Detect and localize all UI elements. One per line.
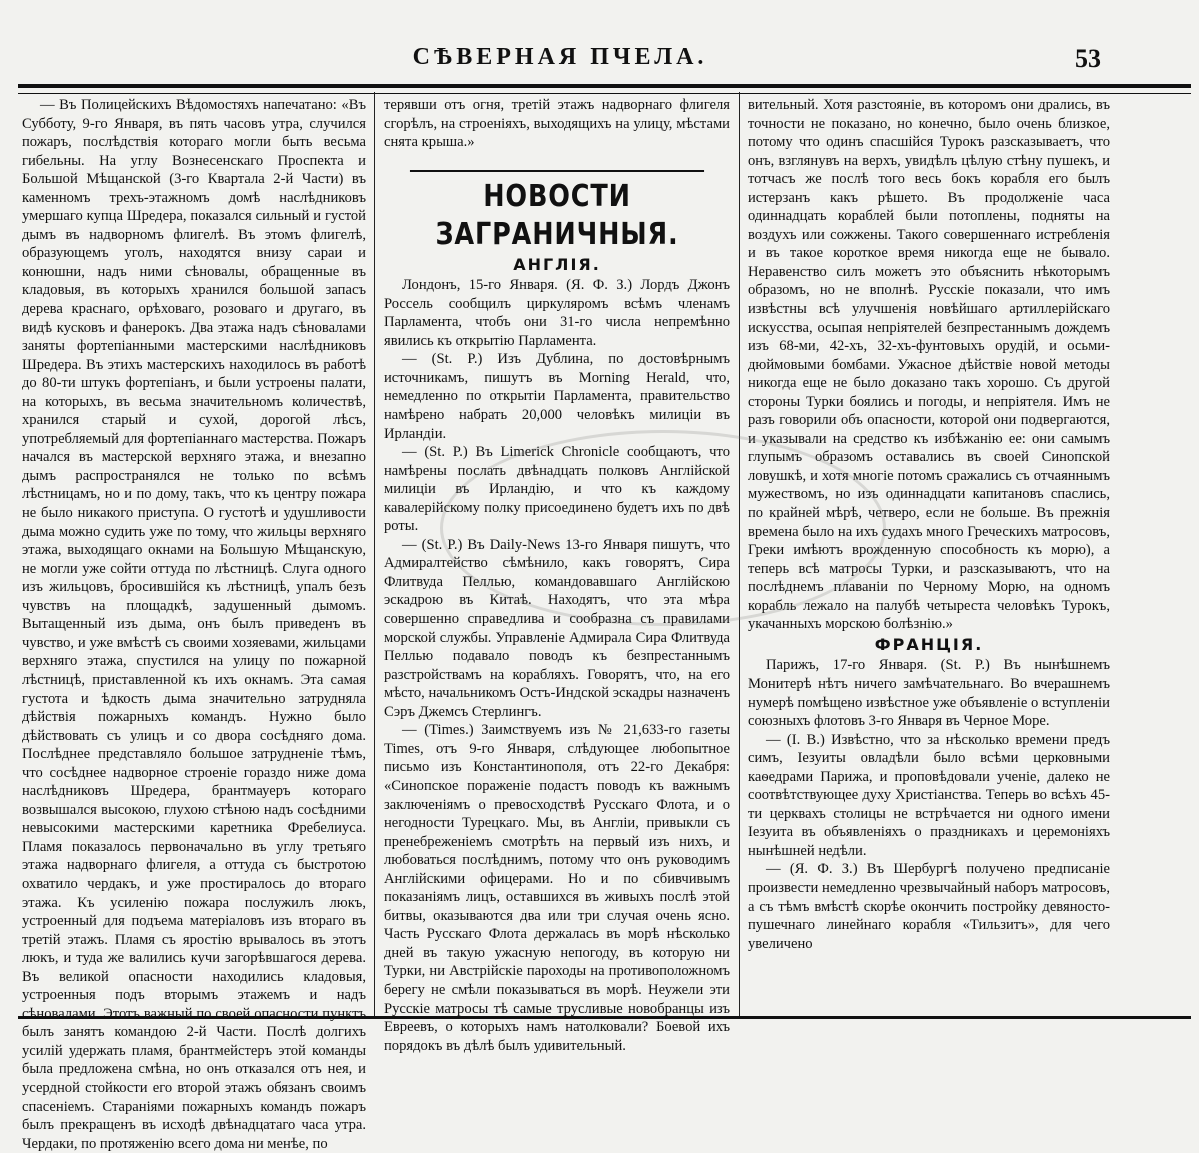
column-3: [748, 96, 1110, 1014]
footer-rule: [18, 1016, 1191, 1023]
news-item-limerick: — (St. P.) Въ Limerick Chronicle сообщаютъ, что намѣрены послать двѣнадцать полковъ Англійской милиціи въ Ирландію, и что къ каждому кавалерійскому полку присоединено будетъ ихъ по двѣ роты.: [384, 444, 730, 535]
news-item-paris: Парижъ, 17-го Января. (St. P.) Въ нынѣшнемъ Монитерѣ нѣтъ ничего замѣчательнаго. Во вчерашнемъ нумерѣ помѣщено извѣстное уже объявленіе о вступленіи союзныхъ флотовъ 3-го Января въ Черное Море.: [748, 657, 1110, 730]
column-divider: [739, 92, 740, 1016]
newspaper-title: СѢВЕРНАЯ ПЧЕЛА.: [412, 44, 708, 70]
column-divider: [374, 92, 375, 1016]
country-heading-england: АНГЛІЯ.: [513, 254, 601, 274]
column-1: [22, 96, 366, 1152]
news-item-times-continued: вительный. Хотя разстояніе, въ которомъ они дрались, въ точности не показано, но конечно, было очень близкое, потому что одинъ спасшійся Турокъ разсказываетъ, что онъ, взглянувъ на верхъ, увидѣлъ цѣлую стѣну пушекъ, и тотчасъ же послѣ того весь бокъ корабля его былъ истерзанъ какъ рѣшето. Въ продолженіе часа одиннадцать кораблей были потоплены, подняты на воздухъ или сожжены. Такого совершеннаго истребленія и въ такое короткое время никогда еще не бывало. Неравенство силъ можетъ это объяснить нѣкоторымъ образомъ, но не вполнѣ. Русскіе показали, что имъ извѣстны всѣ улучшенія новѣйшаго артиллерійскаго искусства, осыпая непріятелей безпрестаннымъ дождемъ изъ 68-ми, 42-хъ, 32-хъ-фунтовыхъ орудій, и осьми-дюймовыми бомбами. Ужасное дѣйствіе новой методы никогда еще не было доказано такъ хорошо. Съ другой стороны Турки боялись и погоды, и непріятеля. Имъ не разъ говорили объ опасности, которой они подвергаются, и указывали на средство къ избѣжанію ее: они самымъ глупымъ образомъ оставались въ своей Синопской ловушкѣ, и хотя многіе потомъ сражались съ отчаяннымъ мужествомъ, но изъ одиннадцати капитановъ спаслись, по крайней мѣрѣ, четверо, если не больше. Въ прежнія времена было на ихъ судахъ много Греческихъ матросовъ, Греки имѣютъ врожденную способность къ морю), а теперь всѣ матросы Турки, и разсказываютъ, что на послѣднемъ плаваніи по Черному Морю, на одномъ корабль лежало на палубѣ четыреста человѣкъ Турокъ, укачанныхъ морскою болѣзнію.»: [748, 97, 1110, 633]
news-item-daily-news: — (St. P.) Въ Daily-News 13-го Января пишутъ, что Адмиралтейство сѣмѣнило, какъ говорятъ, Сира Флитвуда Пеллью, командовавшаго Англійскою эскадрою въ Китаѣ. Находятъ, что эта мѣра совершенно справедлива и сообразна съ правилами морской службы. Управленіе Адмирала Сира Флитвуда Пеллью подавало поводъ къ безпрестаннымъ разстройствамъ на корабляхъ. Говорятъ, что, на его мѣсто, начальникомъ Остъ-Индской эскадры назначенъ Сэръ Джемсъ Стерлингъ.: [384, 536, 730, 720]
news-item-london: Лондонъ, 15-го Января. (Я. Ф. З.) Лордъ Джонъ Россель сообщилъ циркуляромъ всѣмъ членамъ Парламента, чтобъ они 31-го числа непремѣнно явились къ открытію Парламента.: [384, 277, 730, 349]
column-2: [384, 96, 730, 1054]
news-item-jesuits: — (I. B.) Извѣстно, что за нѣсколько времени предъ симъ, Іезуиты овладѣли было всѣми церковными каѳедрами Парижа, и проповѣдовали ученіе, далеко не соотвѣтствующее духу Христіанства. Теперь во всѣхъ 45-ти церквахъ столицы не встрѣчается ни одного имени Іезуита въ объявленіяхъ о праздникахъ и церемоніяхъ нынѣшней недѣли.: [748, 731, 1110, 859]
news-item-dublin: — (St. P.) Изъ Дублина, по достовѣрнымъ источникамъ, пишутъ въ Morning Herald, что, немедленно по открытіи Парламента, правительство намѣрено набрать 20,000 человѣкъ милиціи въ Ирландіи.: [384, 351, 730, 442]
news-item-cherbourg: — (Я. Ф. З.) Въ Шербургѣ получено предписаніе произвести немедленно чрезвычайный наборъ матросовъ, а съ тѣмъ вмѣстѣ скорѣе окончить постройку девяносто-пушечнаго линейнаго корабля «Тильзитъ», для чего увеличено: [748, 861, 1110, 952]
header-rule: [18, 84, 1191, 94]
article-police-fire: — Въ Полицейскихъ Вѣдомостяхъ напечатано: «Въ Субботу, 9-го Января, въ пять часовъ утра, случился пожаръ, послѣдствія котораго могли быть весьма гибельны. На углу Вознесенскаго Проспекта и Большой Мѣщанской (3-го Квартала 2-й Части) въ каменномъ трехъ-этажномъ домѣ наслѣдниковъ умершаго купца Шредера, показался сильный и густой дымъ въ надворномъ флигелѣ. Въ этомъ флигелѣ, образующемъ уголъ, находятся внизу сараи и конюшни, надъ ними сѣновалы, обращенные въ кладовыя, въ которыхъ хранился большой запасъ дерева краснаго, орѣховаго, розоваго и другаго, въ видѣ кусковъ и фанерокъ. Два этажа надъ сѣновалами заняты фортепіанными мастерскими наслѣдниковъ Шредера. Въ этихъ мастерскихъ находилось въ работѣ до 80-ти штукъ фортепіанъ, и были устроены палати, на которыхъ, въ весьма значительномъ количествѣ, хранился старый и сухой, дорогой лѣсъ, употребляемый для фортепіаннаго мастерства. Пожаръ начался въ мастерской верхняго этажа, и внезапно дымъ распространялся не только по всѣмъ лѣстницамъ, но и по дому, такъ, что къ центру пожара не было никакого приступа. О густотѣ и удушливости дыма можно судить уже по тому, что жильцы верхняго этажа, выходящаго окнами на Большую Мѣщанскую, не могли уже сойти оттуда по лѣстницѣ. Слуга одного изъ жильцовъ, бросившійся къ лѣстницѣ, упалъ безъ чувствъ на площадкѣ, задушенный дымомъ. Вытащенный изъ дыма, онъ былъ приведенъ въ чувство, и уже вмѣстѣ съ своими хозяевами, жильцами верхняго этажа, спустился на улицу по пожарной лѣстницѣ, приставленной къ ихъ окнамъ. Эта самая густота и ѣдкость дыма значительно затрудняла дѣйствія пожарныхъ командъ. Нужно было дѣйствовать съ улицъ и со двора сосѣдняго дома. Послѣднее представляло большое затрудненіе тѣмъ, что сосѣднее надворное строеніе гораздо ниже дома наслѣдниковъ Шредера, брантмауеръ котораго возвышался высокою, глухою стѣною надъ сосѣдними невысокими мастерскими каретника Фребелиуса. Пламя показалось первоначально въ углу третьяго этажа надворнаго флигеля, а оттуда съ быстротою охватило чердакъ, и уже простиралось до втораго этажа. Къ усиленію пожара послужилъ люкъ, устроенный для подъема матеріаловъ изъ втораго въ третій этажъ. Пламя съ яростію врывалось въ этотъ люкъ, и туда же валились кучи загорѣвшагося дерева. Въ великой опасности находились кладовыя, устроенныя подъ вторымъ этажемъ и надъ сѣновалами. Этотъ важный по своей опасности пунктъ былъ занятъ командою 2-й Части. Послѣ долгихъ усилій удержать пламя, брантмейстеръ этой команды была предложена смѣна, но онъ отказался отъ нея, и усердной стойкости его второй этажъ обязанъ своимъ спасеніемъ. Стараніями пожарныхъ командъ пожаръ былъ прекращенъ въ исходѣ двѣнадцатаго часа утра. Чердаки, по протяженію всего дома ни менѣе, по: [22, 97, 366, 1152]
page-number: 53: [1075, 44, 1101, 73]
running-head: [0, 44, 1199, 80]
article-continuation: терявши отъ огня, третій этажъ надворнаго флигеля сгорѣлъ, на строеніяхъ, выходящихъ на улицу, мѣстами снята крыша.»: [384, 97, 730, 151]
country-heading-france: ФРАНЦІЯ.: [874, 634, 984, 654]
news-item-times: — (Times.) Заимствуемъ изъ № 21,633-го газеты Times, отъ 9-го Января, слѣдующее любопытное письмо изъ Константинополя, отъ 22-го Декабря: «Синопское пораженіе подастъ поводъ къ важнымъ заключеніямъ о превосходствѣ Русскаго Флота, и о негодности Турецкаго. Мы, въ Англіи, привыкли съ пренебреженіемъ смотрѣть на первый изъ нихъ, и любоваться послѣднимъ, потому что онъ руководимъ Англійскими офицерами. Но и по сбивчивымъ показаніямъ лицъ, оставшихся въ живыхъ послѣ этой битвы, оказываются два или три случая очень ясно. Часть Русскаго Флота держалась въ морѣ нѣсколько дней въ такую ужасную непогоду, въ которую ни Турки, ни Австрійскіе пароходы на противоположномъ берегу не смѣли показываться въ морѣ. Неужели эти Русскіе матросы тѣ самые трусливые новобранцы изъ Евреевъ, о которыхъ намъ натолковали? Боевой ихъ порядокъ въ дѣлѣ былъ удивительный.: [384, 722, 730, 1054]
section-heading-foreign-news: НОВОСТИ ЗАГРАНИЧНЫЯ.: [410, 170, 704, 254]
